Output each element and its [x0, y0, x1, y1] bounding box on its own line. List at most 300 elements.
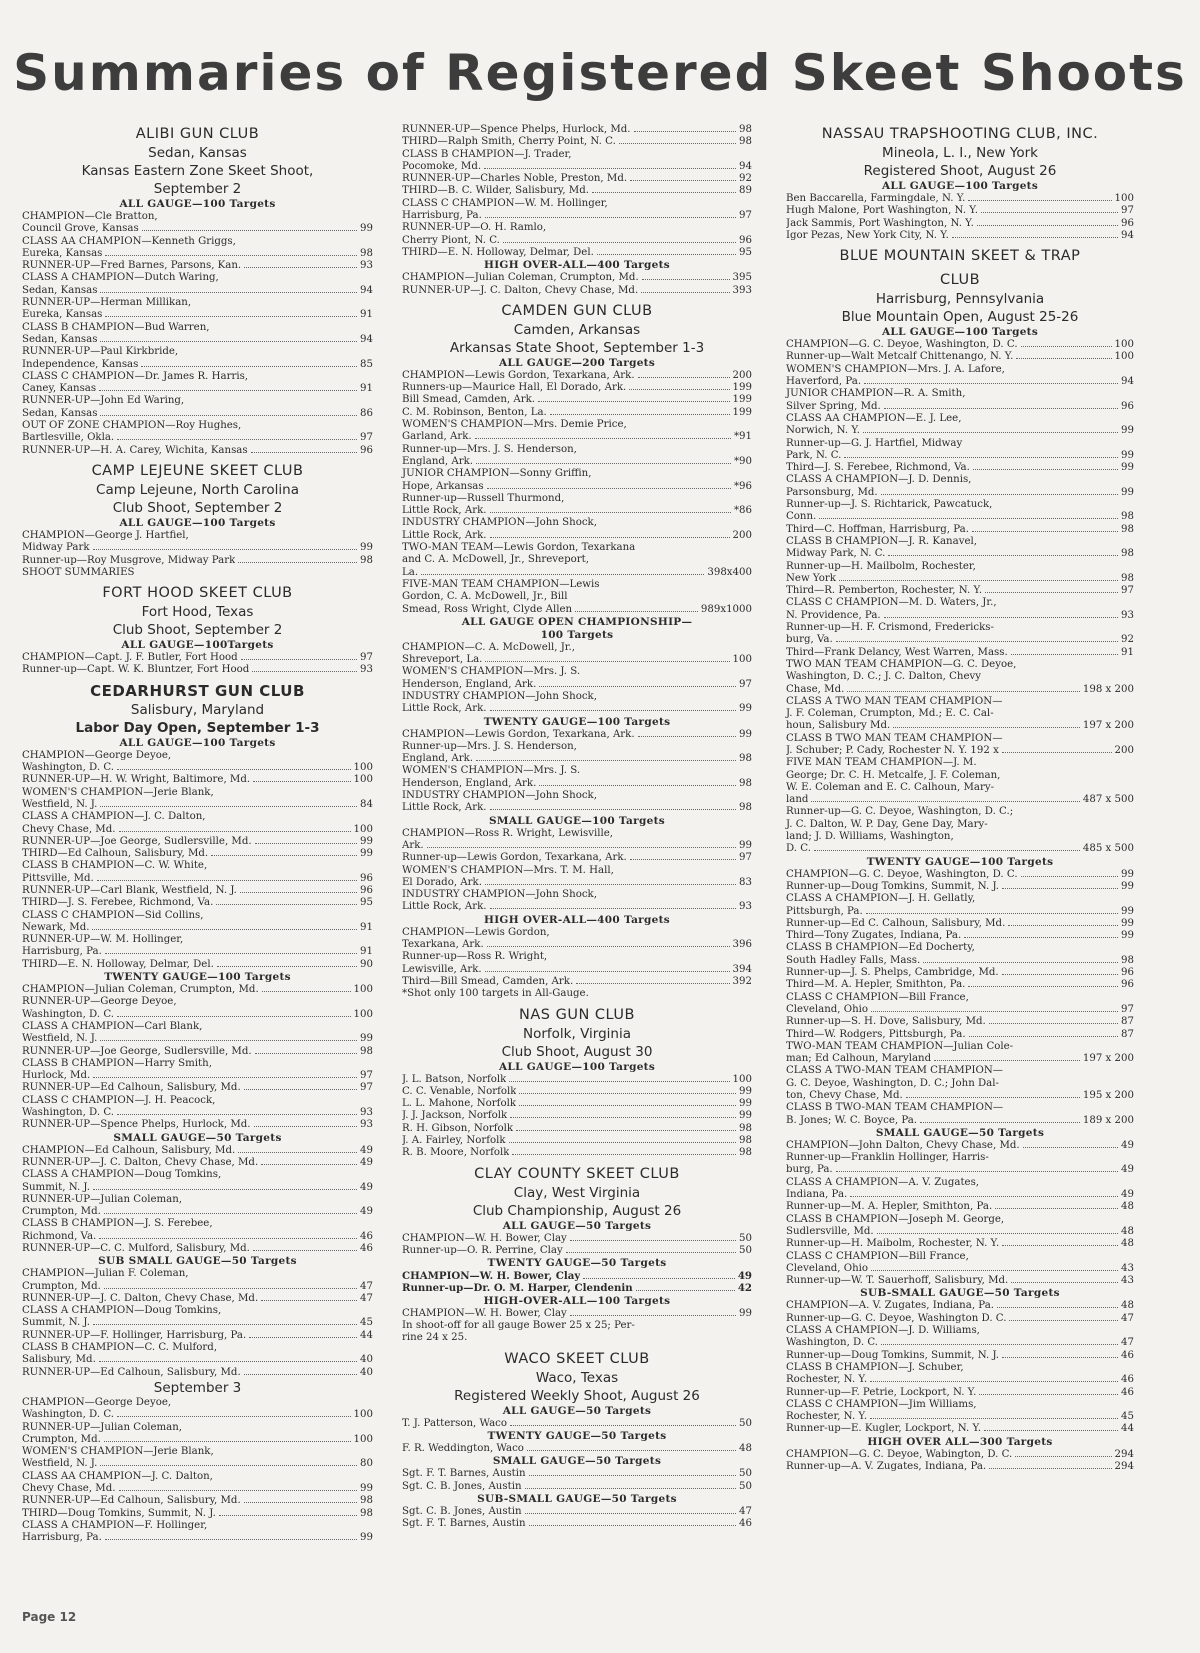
result-score: 98 [739, 1147, 752, 1159]
dot-leader [539, 686, 736, 687]
dot-leader [475, 438, 731, 439]
result-name: RUNNER-UP—Joe George, Sudlersville, Md. [22, 835, 252, 847]
result-score: 98 [739, 802, 752, 814]
result-score: 96 [1121, 400, 1134, 412]
result-text: In shoot-off for all gauge Bower 25 x 25; Per- [402, 1320, 635, 1332]
result-score: 98 [1121, 954, 1134, 966]
result-score: 98 [360, 247, 373, 259]
result-name: RUNNER-UP—Joe George, Sudlersville, Md. [22, 1045, 252, 1057]
dot-leader [934, 1060, 1080, 1061]
result-line [402, 679, 752, 691]
result-score: 47 [360, 1292, 373, 1304]
dot-leader [100, 415, 357, 416]
result-text: FIVE-MAN TEAM CHAMPION—Lewis [402, 578, 600, 590]
result-name: Igor Pezas, New York City, N. Y. [786, 229, 949, 241]
result-name: CHAMPION—Julian Coleman, Crumpton, Md. [402, 272, 639, 284]
result-name: RUNNER-UP—Spence Phelps, Hurlock, Md. [22, 1119, 251, 1131]
result-name: Smead, Ross Wright, Clyde Allen [402, 603, 573, 615]
result-name: CHAMPION—G. C. Deyoe, Washington, D. C. [786, 868, 1018, 880]
result-name: Cleveland, Ohio [786, 1262, 869, 1274]
result-line [786, 1238, 1134, 1250]
dot-leader [539, 785, 736, 786]
result-score: 96 [360, 444, 373, 456]
result-text: CLASS B CHAMPION—J. Trader, [402, 148, 572, 160]
result-score: 93 [360, 260, 373, 272]
result-text: TWO-MAN TEAM CHAMPION—Julian Cole- [786, 1040, 1014, 1052]
result-name: Little Rock, Ark. [402, 505, 487, 517]
result-name: Midway Park [22, 542, 90, 554]
dot-leader [529, 1525, 736, 1526]
location-heading: Mineola, L. I., New York [882, 145, 1038, 161]
location-heading: Harrisburg, Pennsylvania [875, 291, 1045, 308]
result-line [402, 567, 752, 579]
result-score: 200 [732, 529, 752, 541]
dot-leader [244, 1374, 357, 1375]
result-line [786, 1115, 1134, 1127]
result-line [402, 370, 752, 382]
result-name: RUNNER-UP—F. Hollinger, Harrisburg, Pa. [22, 1329, 247, 1341]
result-line [786, 425, 1134, 437]
dot-leader [638, 736, 736, 737]
result-name: RUNNER-UP—Ed Calhoun, Salisbury, Md. [22, 1495, 241, 1507]
result-name: Crumpton, Md. [22, 1280, 101, 1292]
result-line [402, 1518, 752, 1530]
result-score: 49 [360, 1144, 373, 1156]
dot-leader [485, 217, 736, 218]
result-score: 45 [1121, 1411, 1134, 1423]
result-line [402, 185, 752, 197]
result-text: CLASS A TWO MAN TEAM CHAMPION— [786, 695, 1003, 707]
result-name: Runner-up—F. Petrie, Lockport, N. Y. [786, 1386, 977, 1398]
result-line [22, 1354, 373, 1366]
result-score: 98 [360, 1045, 373, 1057]
dot-leader [866, 913, 1118, 914]
result-line [402, 1308, 752, 1320]
result-name: RUNNER-UP—Spence Phelps, Hurlock, Md. [402, 124, 631, 135]
result-text: Gordon, C. A. McDowell, Jr., Bill [402, 591, 568, 603]
result-text: J. F. Coleman, Crumpton, Md.; E. C. Cal- [786, 708, 994, 720]
result-score: 100 [353, 774, 373, 786]
result-line [786, 881, 1134, 893]
result-name: Sgt. F. T. Barnes, Austin [402, 1518, 526, 1530]
dot-leader [884, 408, 1118, 409]
gauge-subheading: HIGH OVER-ALL—400 Targets [484, 913, 670, 926]
result-score: 84 [360, 798, 373, 810]
event-heading: Arkansas State Shoot, September 1-3 [449, 339, 705, 356]
gauge-subheading: ALL GAUGE—100 Targets [119, 198, 276, 210]
result-score: 100 [1114, 351, 1134, 363]
result-name: C. C. Venable, Norfolk [402, 1085, 517, 1097]
result-score: 99 [1121, 917, 1134, 929]
dot-leader [979, 1394, 1118, 1395]
result-line [22, 664, 373, 676]
dot-leader [105, 953, 357, 954]
result-text: CHAMPION—George Deyoe, [22, 749, 172, 761]
dot-leader [252, 671, 357, 672]
dot-leader [642, 279, 730, 280]
dot-leader [241, 659, 357, 660]
result-line [402, 530, 752, 542]
result-line [786, 1411, 1134, 1423]
result-name: Norwich, N. Y. [786, 425, 861, 437]
result-score: 46 [1121, 1349, 1134, 1361]
dot-leader [255, 1053, 357, 1054]
result-name: Henderson, England, Ark. [402, 777, 537, 789]
result-score: 98 [1121, 548, 1134, 560]
result-score: 93 [1121, 609, 1134, 621]
result-line [786, 1350, 1134, 1362]
result-name: Third—Frank Delancy, West Warren, Mass. [786, 646, 1008, 658]
result-score: 94 [360, 333, 373, 345]
result-score: 99 [360, 542, 373, 554]
club-heading: NAS GUN CLUB [519, 1006, 635, 1023]
event-heading: September 3 [153, 1379, 242, 1396]
result-score: 99 [1121, 486, 1134, 498]
result-score: 49 [1121, 1189, 1134, 1201]
result-text: Washington, D. C.; J. C. Dalton, Chevy [786, 671, 982, 683]
gauge-subheading: ALL GAUGE—100 Targets [881, 180, 1039, 192]
event-heading: Registered Shoot, August 26 [863, 163, 1057, 179]
club-heading: WACO SKEET CLUB [504, 1350, 650, 1367]
gauge-subheading: ALL GAUGE—100 Targets [119, 736, 276, 749]
result-text: Runner-up—Russell Thurmond, [402, 492, 565, 504]
dot-leader [142, 230, 357, 231]
result-name: La. [402, 566, 419, 578]
dot-leader [570, 1315, 736, 1316]
result-score: 392 [732, 975, 752, 987]
result-text: CLASS B CHAMPION—Joseph M. George, [786, 1213, 1005, 1225]
result-score: 98 [739, 136, 752, 148]
result-name: Third—Bill Smead, Camden, Ark. [402, 975, 574, 987]
result-text: CLASS A CHAMPION—Doug Tomkins, [22, 1169, 222, 1181]
result-line [786, 205, 1134, 217]
result-score: 395 [732, 272, 752, 284]
dot-leader [920, 1122, 1080, 1123]
result-text: Runner-up—Ross R. Wright, [402, 951, 548, 963]
result-score: 199 [732, 394, 752, 406]
result-line [786, 511, 1134, 523]
result-line [402, 1233, 752, 1245]
result-score: 199 [732, 382, 752, 394]
location-heading: Camp Lejeune, North Carolina [96, 481, 299, 498]
dot-leader [487, 946, 730, 947]
dot-leader [92, 929, 357, 930]
dot-leader [592, 192, 736, 193]
result-score: 98 [1121, 511, 1134, 523]
result-line [786, 1053, 1134, 1065]
result-line [22, 1119, 373, 1131]
result-text: CLASS C CHAMPION—Jim Williams, [786, 1398, 977, 1410]
result-text: WOMEN'S CHAMPION—Mrs. J. S. [402, 765, 581, 777]
result-name: RUNNER-UP—H. W. Wright, Baltimore, Md. [22, 774, 251, 786]
result-name: Runner-up—A. V. Zugates, Indiana, Pa. [786, 1461, 987, 1473]
result-line [22, 260, 373, 272]
result-name: THIRD—Doug Tomkins, Summit, N. J. [22, 1507, 216, 1519]
result-name: Sgt. C. B. Jones, Austin [402, 1505, 522, 1517]
result-text: CHAMPION—Lewis Gordon, [402, 926, 550, 938]
result-score: 93 [360, 1119, 373, 1131]
gauge-subheading: ALL GAUGE—200 Targets [498, 356, 656, 369]
result-name: Westfield, N. J. [22, 1033, 98, 1045]
dot-leader [1002, 1245, 1118, 1246]
result-name: CHAMPION—Ed Calhoun, Salisbury, Md. [22, 1144, 236, 1156]
result-line [22, 885, 373, 897]
result-name: Runner-up—Dr. O. M. Harper, Clendenin [402, 1282, 633, 1295]
result-line [22, 1532, 373, 1544]
result-name: Runner-up—S. H. Dove, Salisbury, Md. [786, 1016, 986, 1028]
result-line [786, 573, 1134, 585]
dot-leader [99, 390, 357, 391]
result-score: 83 [739, 876, 752, 888]
result-score: 47 [360, 1280, 373, 1292]
result-line [22, 285, 373, 297]
dot-leader [583, 1278, 735, 1279]
result-name: Runner-up—Ed C. Calhoun, Salisbury, Md. [786, 917, 1006, 929]
dot-leader [836, 1171, 1118, 1172]
result-name: R. H. Gibson, Norfolk [402, 1122, 514, 1134]
result-score: 97 [739, 678, 752, 690]
result-score: 98 [739, 124, 752, 135]
result-line [22, 1243, 373, 1255]
result-name: CHAMPION—Julian Coleman, Crumpton, Md. [22, 984, 259, 996]
result-name: Runner-up—H. Maibolm, Rochester, N. Y. [786, 1238, 1000, 1250]
result-line [786, 684, 1134, 696]
dot-leader [261, 1164, 357, 1165]
dot-leader [476, 760, 736, 761]
dot-leader [529, 1475, 736, 1476]
result-text: RUNNER-UP—George Deyoe, [22, 996, 177, 1008]
result-name: Bill Smead, Camden, Ark. [402, 394, 535, 406]
dot-leader [117, 769, 351, 770]
result-name: Third—R. Pemberton, Rochester, N. Y. [786, 585, 983, 597]
result-score: *91 [733, 431, 752, 443]
result-score: 48 [1121, 1201, 1134, 1213]
result-line [402, 1123, 752, 1135]
dot-leader [421, 574, 704, 575]
result-text: INDUSTRY CHAMPION—John Shock, [402, 517, 597, 529]
result-line [402, 840, 752, 852]
dot-leader [870, 1418, 1118, 1419]
result-line [22, 223, 373, 235]
dot-leader [847, 691, 1080, 692]
result-name: Salisbury, Md. [22, 1354, 96, 1366]
result-text: CLASS B CHAMPION—C. C. Mulford, [22, 1342, 218, 1354]
dot-leader [490, 908, 736, 909]
gauge-subheading: ALL GAUGE—50 Targets [502, 1404, 652, 1417]
result-score: 50 [739, 1468, 752, 1480]
dot-leader [519, 1093, 736, 1094]
result-line [402, 1418, 752, 1430]
gauge-subheading: SUB-SMALL GAUGE—50 Targets [477, 1492, 677, 1505]
result-text: CLASS A CHAMPION—J. C. Dalton, [22, 811, 206, 823]
result-text: Runner-up—Mrs. J. S. Henderson, [402, 443, 577, 455]
result-name: Chase, Md. [786, 683, 845, 695]
result-line [402, 173, 752, 185]
dot-leader [490, 537, 730, 538]
result-score: 989x1000 [700, 603, 752, 615]
dot-leader [490, 809, 736, 810]
result-score: 48 [1121, 1238, 1134, 1250]
result-text: JUNIOR CHAMPION—R. A. Smith, [786, 388, 966, 400]
dot-leader [100, 341, 357, 342]
result-text: CLASS A CHAMPION—Doug Tomkins, [22, 1305, 222, 1317]
result-line [402, 802, 752, 814]
dot-leader [249, 1337, 357, 1338]
result-name: Indiana, Pa. [786, 1189, 848, 1201]
result-score: 97 [360, 652, 373, 664]
result-score: 98 [360, 1495, 373, 1507]
result-line [22, 1434, 373, 1446]
result-text: CLASS C CHAMPION—Bill France, [786, 991, 969, 1003]
result-text: TWO-MAN TEAM—Lewis Gordon, Texarkana [402, 542, 636, 554]
result-name: Shreveport, La. [402, 654, 483, 666]
result-text: Runner-up—G. J. Hartfiel, Midway [786, 437, 963, 449]
dot-leader [972, 531, 1118, 532]
result-score: 99 [360, 1483, 373, 1495]
result-line [22, 408, 373, 420]
result-score: 97 [360, 432, 373, 444]
result-name: THIRD—Ralph Smith, Cherry Point, N. C. [402, 136, 616, 148]
result-name: Runners-up—Maurice Hall, El Dorado, Ark. [402, 382, 627, 394]
location-heading: Camden, Arkansas [513, 321, 641, 338]
event-heading: Labor Day Open, September 1-3 [75, 719, 320, 736]
result-score: 98 [739, 753, 752, 765]
dot-leader [262, 991, 351, 992]
result-score: 100 [353, 1433, 373, 1445]
result-score: 97 [1121, 1003, 1134, 1015]
gauge-subheading: SMALL GAUGE—50 Targets [113, 1131, 282, 1144]
result-name: Runner-up—Doug Tomkins, Summit, N. J. [786, 1349, 1000, 1361]
dot-leader [981, 212, 1118, 213]
result-name: Chevy Chase, Md. [22, 1483, 116, 1495]
result-score: 43 [1121, 1275, 1134, 1287]
result-text: Runner-up—J. S. Richtarick, Pawcatuck, [786, 499, 993, 511]
dot-leader [550, 414, 730, 415]
result-line [786, 720, 1134, 732]
result-line [402, 1481, 752, 1493]
result-line [786, 351, 1134, 363]
result-text: *Shot only 100 targets in All-Gauge. [402, 988, 589, 1000]
result-line [786, 1189, 1134, 1201]
dot-leader [525, 1488, 737, 1489]
result-name: RUNNER-UP—Ed Calhoun, Salisbury, Md. [22, 1082, 241, 1094]
result-name: CHAMPION—G. C. Deyoe, Wabington, D. C. [786, 1448, 1013, 1460]
result-line [22, 799, 373, 811]
result-line [22, 774, 373, 786]
dot-leader [997, 1307, 1118, 1308]
dot-leader [630, 859, 736, 860]
result-name: RUNNER-UP—J. C. Dalton, Chevy Chase, Md. [22, 1156, 259, 1168]
result-line [402, 976, 752, 988]
dot-leader [238, 1152, 357, 1153]
result-score: 100 [1114, 339, 1134, 351]
result-line [402, 210, 752, 222]
event-heading: Club Shoot, September 2 [112, 499, 283, 516]
dot-leader [1002, 1357, 1118, 1358]
dot-leader [509, 1142, 736, 1143]
result-score: 100 [353, 762, 373, 774]
dot-leader [490, 512, 731, 513]
gauge-subheading: SUB SMALL GAUGE—50 Targets [98, 1255, 297, 1268]
gauge-subheading: ALL GAUGE—100 Targets [881, 326, 1039, 339]
club-heading: CEDARHURST GUN CLUB [90, 681, 305, 700]
result-name: Independence, Kansas [22, 358, 139, 370]
result-text: WOMEN'S CHAMPION—Mrs. Demie Price, [402, 419, 627, 431]
result-line [786, 1226, 1134, 1238]
result-score: 99 [360, 835, 373, 847]
result-score: 50 [739, 1417, 752, 1429]
result-name: J. Schuber; P. Cady, Rochester N. Y. 192 x [786, 744, 999, 756]
result-text: FIVE MAN TEAM CHAMPION—J. M. [786, 757, 977, 769]
result-score: 95 [739, 246, 752, 258]
dot-leader [570, 1240, 736, 1241]
result-score: 99 [360, 1532, 373, 1544]
result-name: J. A. Fairley, Norfolk [402, 1135, 506, 1146]
result-name: N. Providence, Pa. [786, 609, 881, 621]
result-name: Third—M. A. Hepler, Smithton, Pa. [786, 979, 966, 991]
location-heading: Waco, Texas [535, 1369, 619, 1386]
result-line [22, 922, 373, 934]
result-name: Park, N. C. [786, 449, 842, 461]
dot-leader [985, 592, 1118, 593]
result-name: Rochester, N. Y. [786, 1411, 868, 1423]
result-score: 99 [1121, 880, 1134, 892]
result-line [786, 1423, 1134, 1435]
dot-leader [117, 1114, 357, 1115]
result-name: Runner-up—E. Kugler, Lockport, N. Y. [786, 1423, 982, 1435]
result-name: land [786, 794, 809, 806]
result-score: 49 [1121, 1164, 1134, 1176]
dot-leader [254, 1126, 358, 1127]
dot-leader [1023, 1147, 1118, 1148]
result-score: 99 [1121, 449, 1134, 461]
result-score: 294 [1114, 1448, 1134, 1460]
dot-leader [93, 1077, 357, 1078]
result-line [22, 1033, 373, 1045]
result-name: Pittsville, Md. [22, 872, 94, 884]
result-name: Newark, Md. [22, 921, 90, 933]
result-name: Hugh Malone, Port Washington, N. Y. [786, 205, 978, 217]
result-score: 393 [732, 284, 752, 296]
result-line [22, 897, 373, 909]
result-score: *96 [733, 480, 752, 492]
result-line [786, 869, 1134, 881]
result-score: 90 [360, 958, 373, 970]
result-text: CLASS A CHAMPION—F. Hollinger, [22, 1519, 208, 1531]
result-text: CLASS C CHAMPION—W. M. Hollinger, [402, 197, 608, 209]
result-score: 46 [360, 1243, 373, 1254]
result-name: Runner-up—O. R. Perrine, Clay [402, 1244, 563, 1256]
result-line [402, 703, 752, 715]
result-score: 100 [353, 1409, 373, 1421]
result-score: 89 [739, 185, 752, 197]
result-name: C. M. Robinson, Benton, La. [402, 406, 547, 418]
result-line [22, 359, 373, 371]
dot-leader [888, 555, 1118, 556]
result-text: CHAMPION—Ross R. Wright, Lewisville, [402, 827, 614, 839]
result-score: 98 [1121, 572, 1134, 584]
result-text: WOMEN'S CHAMPION—Jerie Blank, [22, 786, 214, 798]
dot-leader [952, 237, 1118, 238]
dot-leader [964, 937, 1118, 938]
dot-leader [893, 727, 1080, 728]
result-name: F. R. Weddington, Waco [402, 1442, 524, 1454]
result-line [402, 382, 752, 394]
result-line [786, 1201, 1134, 1213]
result-score: 97 [360, 1070, 373, 1082]
dot-leader [261, 1300, 357, 1301]
event-heading: Blue Mountain Open, August 25-26 [841, 309, 1079, 326]
